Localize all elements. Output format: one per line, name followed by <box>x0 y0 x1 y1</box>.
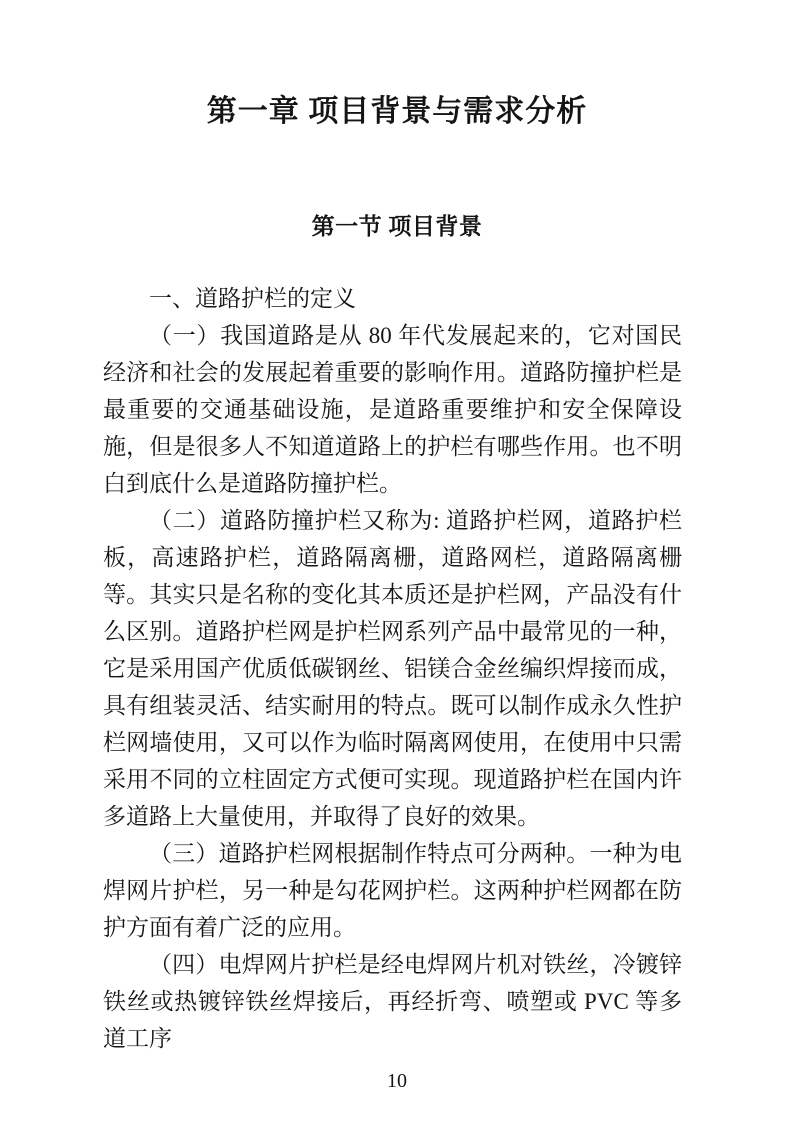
paragraph: 一、道路护栏的定义 <box>149 285 356 311</box>
paragraph: （四）电焊网片护栏是经电焊网片机对铁丝，冷镀锌铁丝或热镀锌铁丝焊接后，再经折弯、喷塑或 PVC 等多道工序 <box>103 951 682 1051</box>
chapter-heading: 第一章 项目背景与需求分析 <box>206 95 588 128</box>
paragraph: （三）道路护栏网根据制作特点可分两种。一种为电焊网片护栏，另一种是勾花网护栏。这两种护栏网都在防护方面有着广泛的应用。 <box>103 840 682 940</box>
paragraph: （二）道路防撞护栏又称为: 道路护栏网，道路护栏板，高速路护栏，道路隔离栅，道路网栏，道路隔离栅等。其实只是名称的变化其本质还是护栏网，产品没有什么区别。道路护栏网是护栏网系列产品中最常见的一种，它是采用国产优质低碳钢丝、铝镁合金丝编织焊接而成，具有组装灵活、结实耐用的特点。既可以制作成永久性护栏网墙使用，又可以作为临时隔离网使用，在使用中只需采用不同的立柱固定方式便可实现。现道路护栏在国内许多道路上大量使用，并取得了良好的效果。 <box>103 507 682 829</box>
page-number: 10 <box>387 1069 407 1092</box>
body-text <box>103 280 682 1057</box>
section-heading: 第一节 项目背景 <box>311 214 483 239</box>
paragraph: （一）我国道路是从 80 年代发展起来的，它对国民经济和社会的发展起着重要的影响作用。道路防撞护栏是最重要的交通基础设施，是道路重要维护和安全保障设施，但是很多人不知道道路上的护栏有哪些作用。也不明白到底什么是道路防撞护栏。 <box>103 322 682 496</box>
